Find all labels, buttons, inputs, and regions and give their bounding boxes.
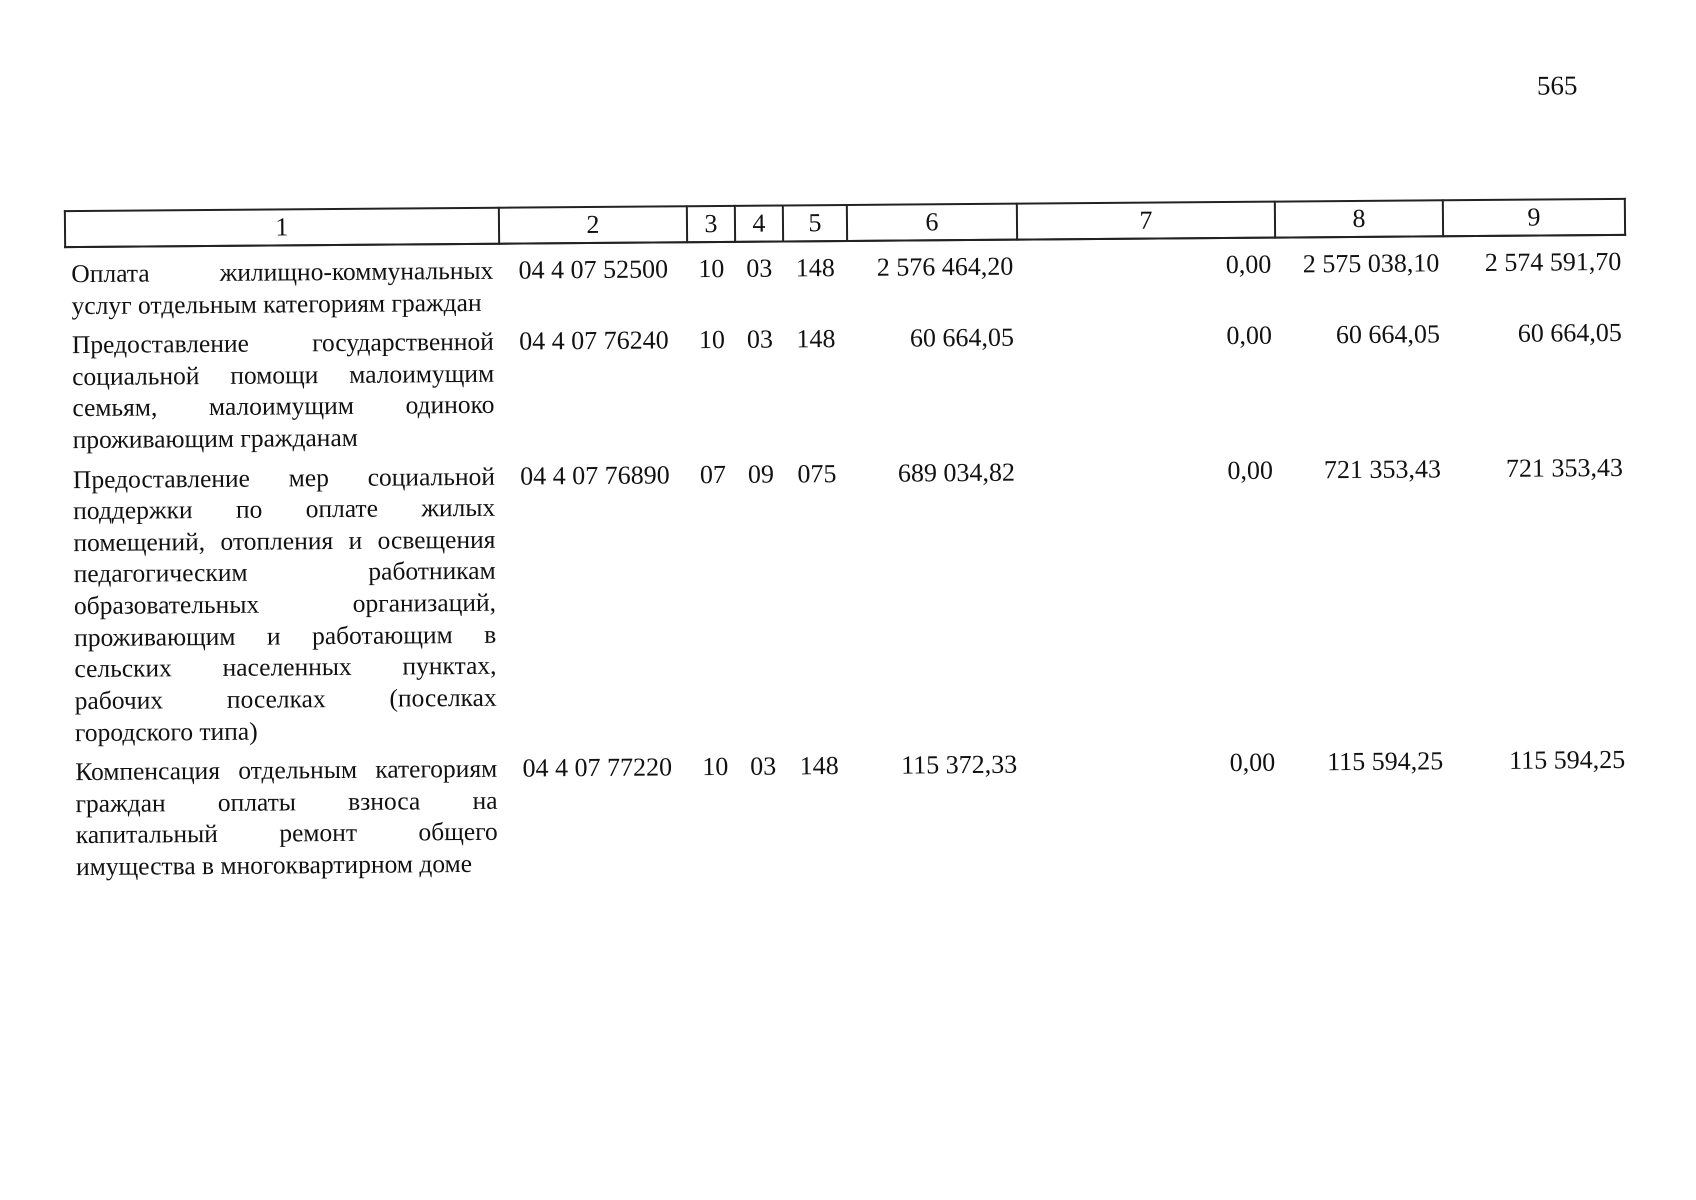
budget-table [64,198,1631,885]
column-header: 6 [847,204,1017,241]
row-col5: 075 [797,458,837,489]
row-col3: 07 [699,459,727,489]
row-col9: 2 574 591,70 [1484,246,1622,277]
column-header: 5 [783,205,847,242]
column-header: 8 [1275,200,1443,237]
row-col5: 148 [799,751,839,781]
row-code: 04 4 07 77220 [522,752,673,783]
table-row [69,738,1630,885]
row-col8: 60 664,05 [1335,319,1440,350]
row-name: Оплата жилищно-коммунальных услуг отдельным категориям граждан [71,255,494,320]
page-number: 565 [1536,70,1578,101]
table-row [65,235,1626,323]
row-col3: 10 [698,325,726,355]
row-name: Предоставление государственной социальной помощи малоимущим семьям, малоимущим одиноко проживающим гражданам [71,326,495,455]
row-col4: 03 [750,751,777,781]
row-col6: 60 664,05 [909,322,1014,353]
column-header: 1 [65,208,499,247]
row-col3: 10 [698,253,725,284]
row-col8: 115 594,25 [1327,746,1444,777]
column-header: 9 [1443,199,1625,236]
row-col6: 115 372,33 [901,749,1018,780]
row-col6: 689 034,82 [897,457,1016,488]
row-code: 04 4 07 76890 [520,460,670,491]
row-col9: 60 664,05 [1517,318,1622,348]
row-col8: 2 575 038,10 [1302,248,1440,279]
row-name: Предоставление мер социальной поддержки по оплате жилых помещений, отопления и освещения педагогическим работникам образовательных организаций, проживающим и работающим в сельских населенных пунктах, рабочих поселках (поселках городского типа) [72,461,497,747]
column-header: 3 [687,206,735,242]
row-col7: 0,00 [1229,747,1276,778]
row-col5: 148 [795,253,835,283]
row-col4: 03 [746,324,774,355]
row-col6: 2 576 464,20 [876,251,1014,282]
row-col4: 09 [747,459,775,489]
table-row [67,446,1629,751]
row-code: 04 4 07 76240 [519,325,669,356]
row-col7: 0,00 [1227,455,1274,485]
row-col8: 721 353,43 [1323,453,1442,484]
row-col9: 721 353,43 [1505,452,1624,483]
row-col9: 115 594,25 [1509,745,1626,775]
row-col5: 148 [796,324,836,354]
table-row [66,311,1627,458]
column-header: 4 [735,206,783,242]
row-col4: 03 [746,253,773,283]
row-col3: 10 [702,752,729,782]
table-body [65,235,1630,885]
row-col7: 0,00 [1226,320,1272,351]
row-name: Компенсация отдельным категориям граждан оплаты взноса на капитальный ремонт общего имущества в многоквартирном доме [75,753,498,882]
row-code: 04 4 07 52500 [518,254,669,285]
column-header: 7 [1017,202,1275,240]
column-header: 2 [499,206,687,243]
row-col7: 0,00 [1225,249,1272,280]
